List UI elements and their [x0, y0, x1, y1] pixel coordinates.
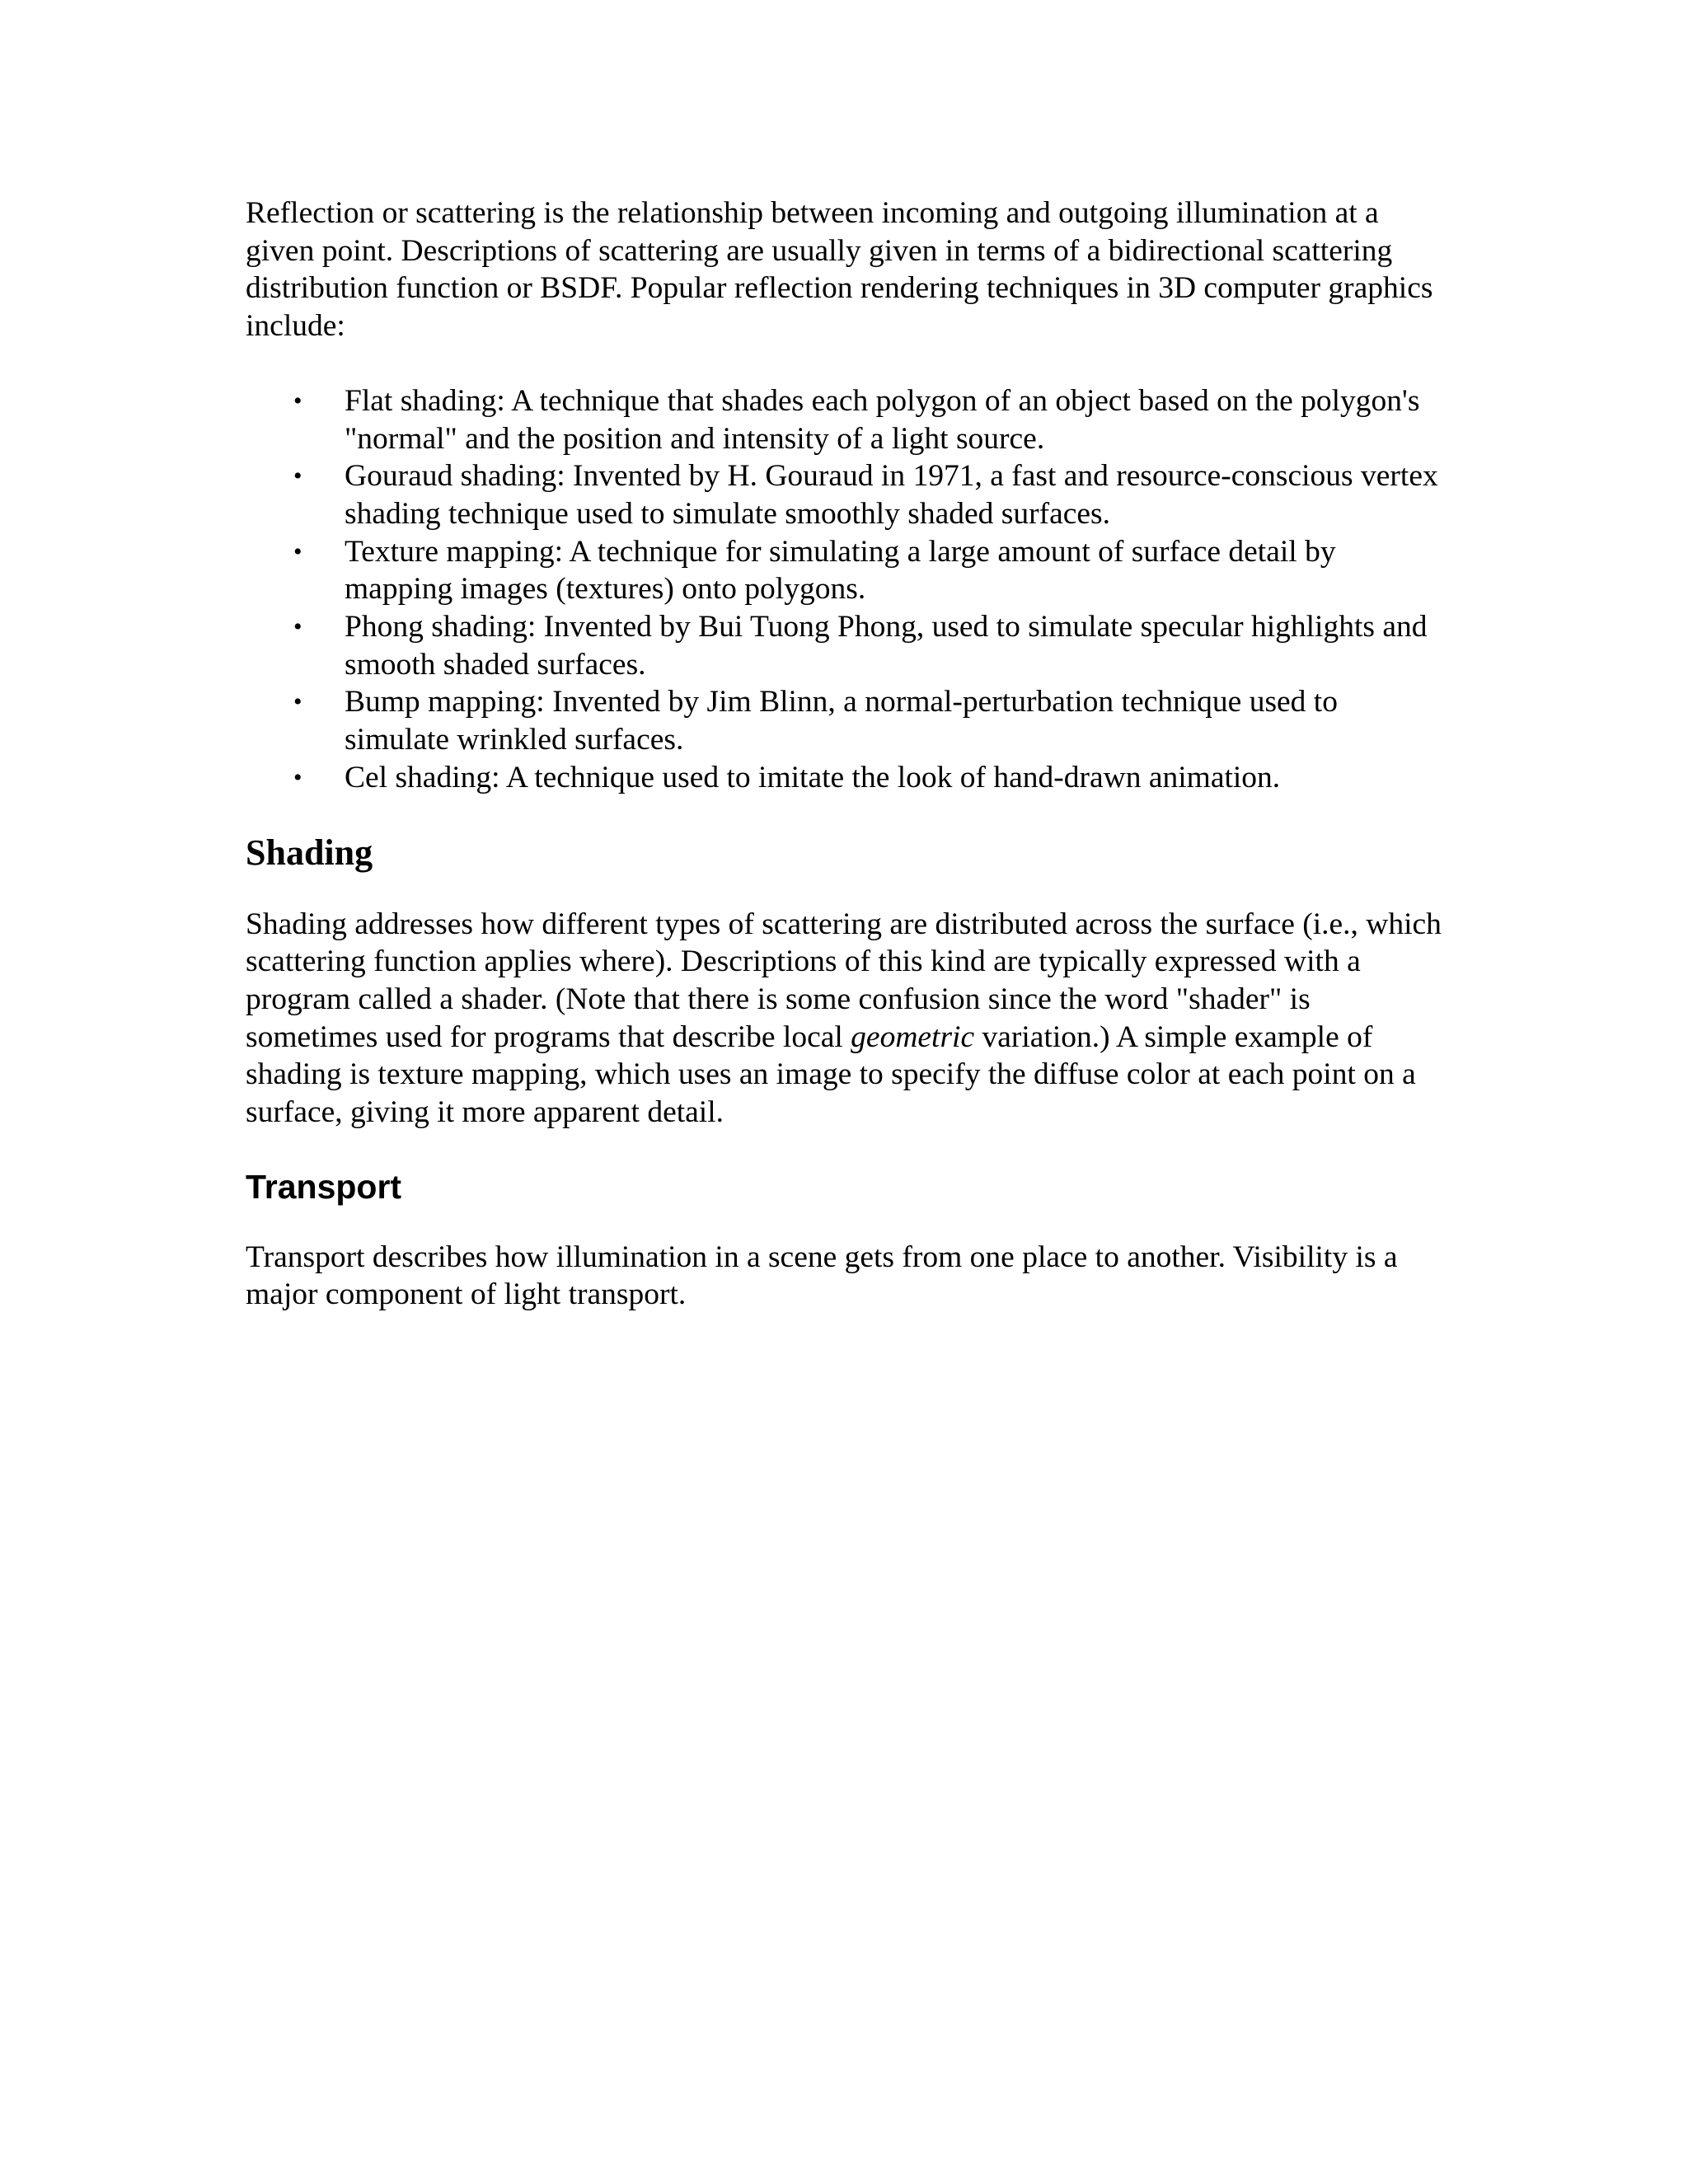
list-item — [246, 608, 1449, 683]
bullet-icon: • — [293, 387, 302, 415]
bullet-icon: • — [293, 462, 302, 490]
shading-text-part-2: variation.) A simple example of shading is texture mapping, which uses an image to specify the diffuse color at each point on a surface, giving it more apparent detail. — [246, 1019, 1416, 1130]
bullet-icon: • — [293, 763, 302, 791]
list-item-text: Texture mapping: A technique for simulating a large amount of surface detail by mapping images (textures) onto polygons. — [345, 534, 1336, 607]
list-item-text: Bump mapping: Invented by Jim Blinn, a normal-perturbation technique used to simulate wrinkled surfaces. — [345, 685, 1338, 757]
list-item — [246, 533, 1449, 608]
shading-italic-word: geometric — [851, 1019, 975, 1054]
list-item-text: Cel shading: A technique used to imitate the look of hand-drawn animation. — [345, 760, 1281, 794]
shading-paragraph — [246, 906, 1449, 1132]
list-item-text: Gouraud shading: Invented by H. Gouraud in 1971, a fast and resource-conscious vertex shading technique used to simulate smoothly shaded surfaces. — [345, 459, 1438, 531]
list-item — [246, 683, 1449, 758]
document-page — [246, 194, 1449, 1314]
list-item-text: Flat shading: A technique that shades each polygon of an object based on the polygon's "normal" and the position and intensity of a light source. — [345, 383, 1420, 456]
transport-paragraph: Transport describes how illumination in a scene gets from one place to another. Visibility is a major component of light transport. — [246, 1240, 1398, 1312]
bullet-icon: • — [293, 613, 302, 641]
list-item — [246, 382, 1449, 457]
list-item — [246, 457, 1449, 532]
bullet-icon: • — [293, 688, 302, 716]
bullet-icon: • — [293, 537, 302, 565]
techniques-list — [246, 382, 1449, 797]
transport-heading: Transport — [246, 1167, 402, 1206]
list-item-text: Phong shading: Invented by Bui Tuong Phong, used to simulate specular highlights and smooth shaded surfaces. — [345, 610, 1428, 682]
intro-paragraph: Reflection or scattering is the relationship between incoming and outgoing illumination at a given point. Descriptions of scattering are usually given in terms of a bidirectional scattering distribution function or BSDF. Popular reflection rendering techniques in 3D computer graphics include: — [246, 196, 1433, 344]
shading-heading: Shading — [246, 832, 373, 873]
shading-text-part-1: Shading addresses how different types of scattering are distributed across the surface (i.e., which scattering function applies where). Descriptions of this kind are typically expressed with a program called a shader. (Note that there is some confusion since the word "shader" is sometimes used for programs that describe local — [246, 907, 1442, 1054]
list-item — [246, 759, 1449, 797]
